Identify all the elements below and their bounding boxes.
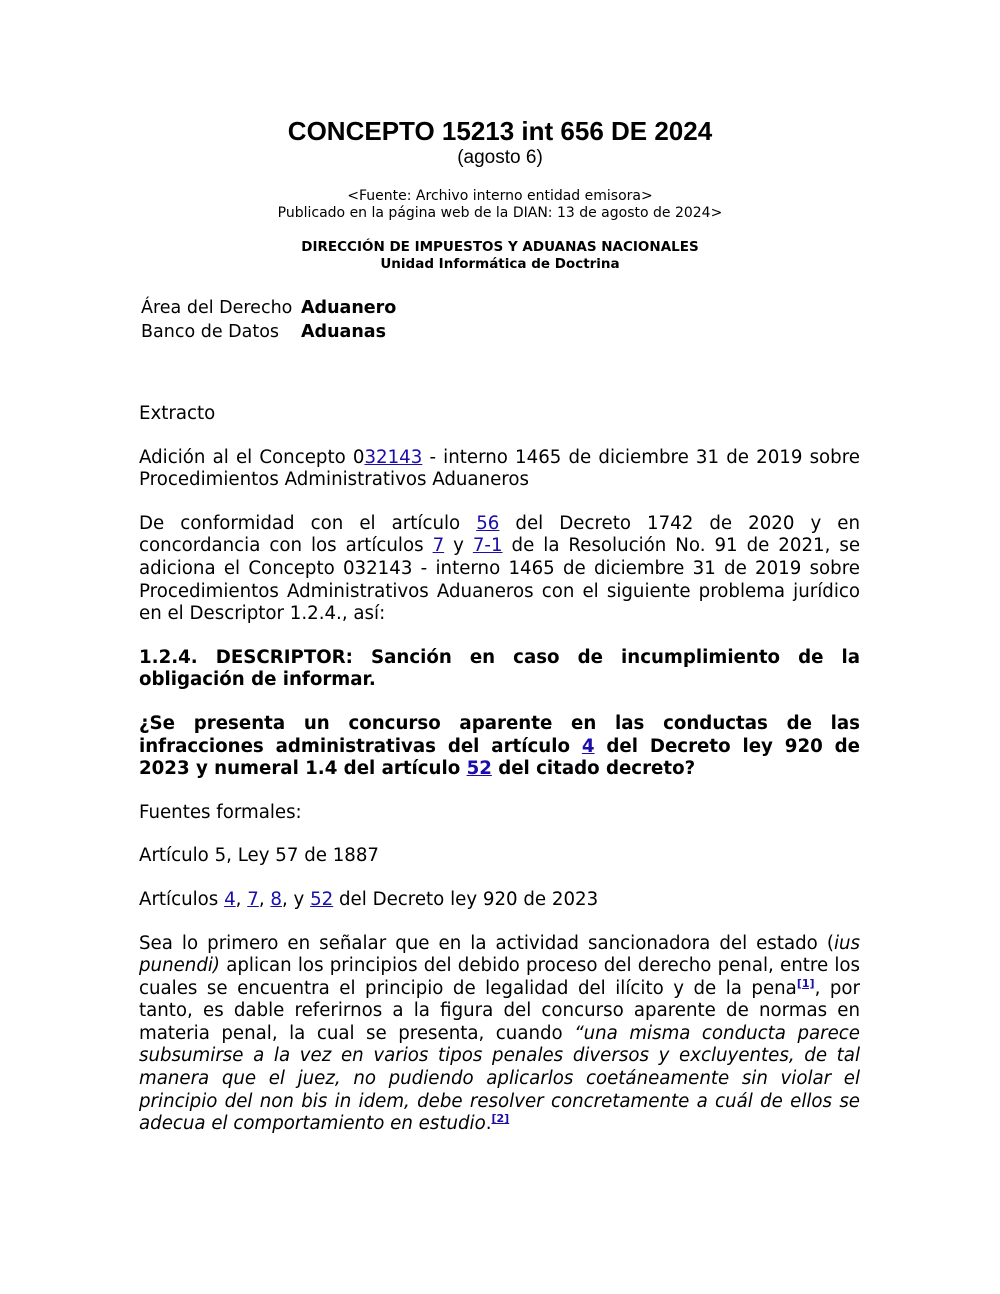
concept-link[interactable]: 32143	[364, 446, 423, 468]
latin-term: ius punendi)	[139, 932, 860, 977]
footnote-ref	[492, 1112, 510, 1125]
document-title: CONCEPTO 15213 int 656 DE 2024	[287, 116, 713, 146]
article-link[interactable]: 52	[466, 758, 492, 780]
quoted-definition: “una misma conducta parece subsumirse a la vez en varios tipos penales diversos y excluyentes, de tal manera que el juez, no pudiendo aplicarlos coetáneamente sin violar el principio del non bis in idem, debe resolver concretamente a cuál de ellos se adecua el comportamiento en estudio	[139, 1022, 860, 1135]
metadata-table	[141, 296, 396, 344]
formal-source-item: Artículos 4, 7, 8, y 52 del Decreto ley 920 de 2023	[139, 888, 599, 910]
article-link[interactable]: 56	[476, 512, 500, 534]
analysis-paragraph: Sea lo primero en señalar que en la actividad sancionadora del estado (ius punendi) aplican los principios del debido proceso del derecho penal, entre los cuales se encuentra el principio de legalidad del ilícito y de la pena[1], por tanto, es dable referirnos a la figura del concurso aparente de normas en materia penal, la cual se presenta, cuando “una misma conducta parece subsumirse a la vez en varios tipos penales diversos y excluyentes, de tal manera que el juez, no pudiendo aplicarlos coetáneamente sin violar el principio del non bis in idem, debe resolver concretamente a cuál de ellos se adecua el comportamiento en estudio.[2]	[139, 932, 860, 1135]
issuing-entity	[0, 239, 1000, 273]
published-line: Publicado en la página web de la DIAN: 13 de agosto de 2024>	[277, 205, 723, 221]
descriptor-heading: 1.2.4. DESCRIPTOR: Sanción en caso de incumplimiento de la obligación de informar.	[139, 646, 860, 691]
metadata-key: Banco de Datos	[141, 322, 280, 342]
conformity-paragraph: De conformidad con el artículo 56 del Decreto 1742 de 2020 y en concordancia con los artículos 7 y 7-1 de la Resolución No. 91 de 2021, se adiciona el Concepto 032143 - interno 1465 de diciembre 31 de 2019 sobre Procedimientos Administrativos Aduaneros con el siguiente problema jurídico en el Descriptor 1.2.4., así:	[139, 512, 861, 625]
legal-question: ¿Se presenta un concurso aparente en las conductas de las infracciones administrativas del artículo 4 del Decreto ley 920 de 2023 y numeral 1.4 del artículo 52 del citado decreto?	[139, 712, 861, 780]
article-link[interactable]: 7	[432, 535, 445, 557]
document-body	[139, 403, 860, 1157]
article-link[interactable]: 4	[581, 735, 595, 757]
extract-label: Extracto	[139, 403, 216, 424]
metadata-key: Área del Derecho	[141, 298, 293, 318]
source-line: <Fuente: Archivo interno entidad emisora>	[347, 188, 653, 204]
article-link[interactable]: 52	[310, 888, 334, 910]
footnote-ref	[797, 977, 815, 990]
metadata-value: Aduanas	[301, 322, 387, 342]
article-link[interactable]: 7-1	[472, 535, 503, 557]
entity-name: DIRECCIÓN DE IMPUESTOS Y ADUANAS NACIONALES	[301, 239, 699, 255]
formal-source-item: Artículo 5, Ley 57 de 1887	[139, 845, 379, 867]
addition-paragraph: Adición al el Concepto 032143 - interno 1465 de diciembre 31 de 2019 sobre Procedimientos Administrativos Aduaneros	[139, 446, 860, 491]
metadata-row	[141, 320, 396, 344]
article-link[interactable]: 7	[247, 888, 259, 910]
metadata-row	[141, 296, 396, 320]
footnote-link[interactable]: [1]	[796, 976, 815, 990]
metadata-value: Aduanero	[301, 298, 397, 318]
footnote-link[interactable]: [2]	[491, 1112, 510, 1126]
source-note	[0, 188, 1000, 222]
entity-unit: Unidad Informática de Doctrina	[380, 256, 620, 272]
article-link[interactable]: 8	[270, 888, 282, 910]
formal-sources-label: Fuentes formales:	[139, 801, 302, 823]
document-date: (agosto 6)	[457, 147, 543, 168]
article-link[interactable]: 4	[224, 888, 236, 910]
